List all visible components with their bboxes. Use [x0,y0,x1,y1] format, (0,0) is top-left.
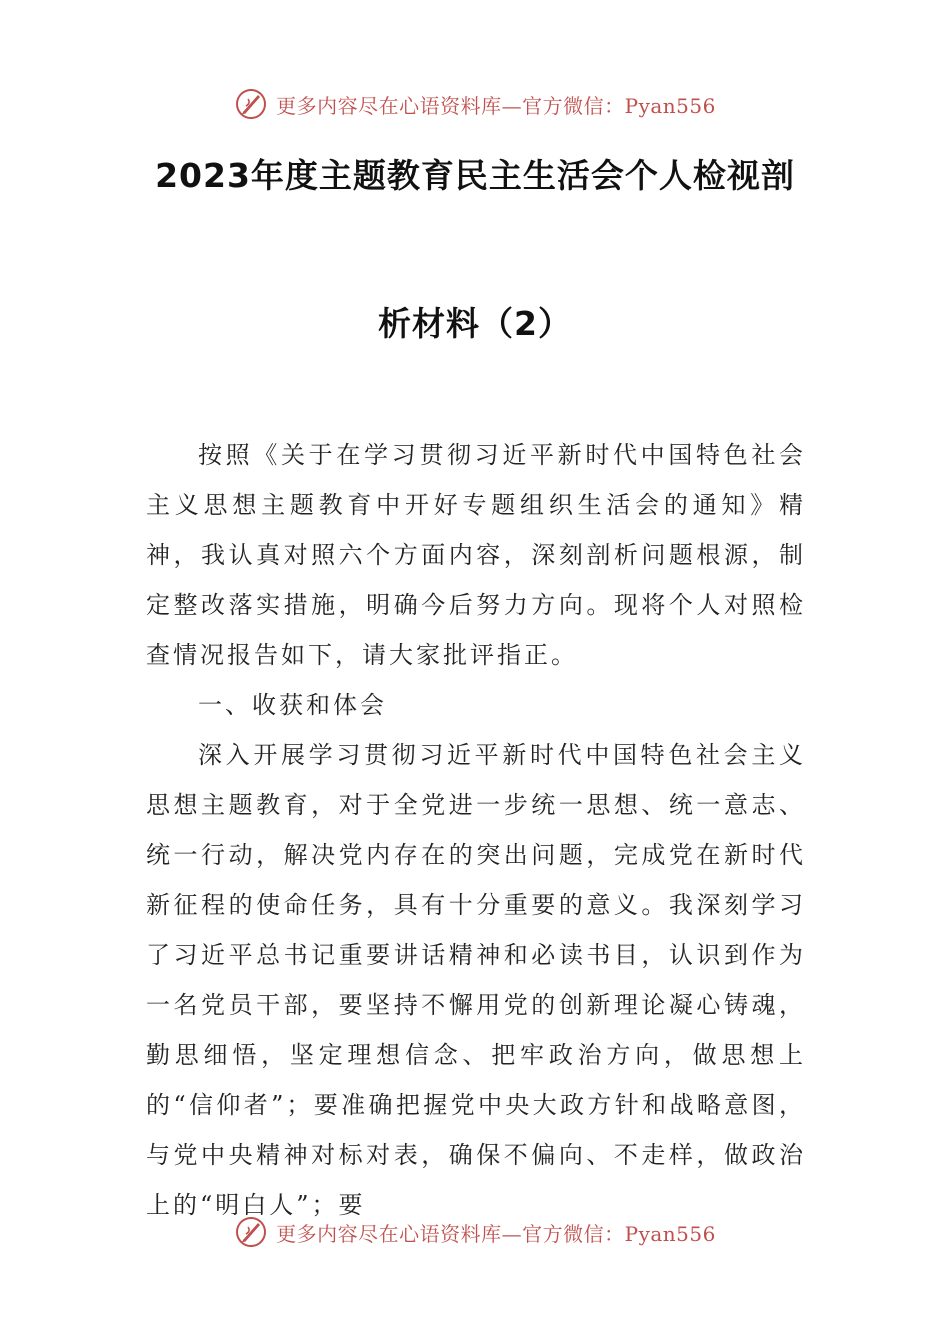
document-title-line2: 析材料（2） [378,304,572,343]
paragraph-gains: 深入开展学习贯彻习近平新时代中国特色社会主义思想主题教育，对于全党进一步统一思想、统一意志、统一行动，解决党内存在的突出问题，完成党在新时代新征程的使命任务，具有十分重要的意义。我深刻学习了习近平总书记重要讲话精神和必读书目，认识到作为一名党员干部，要坚持不懈用党的创新理论凝心铸魂，勤思细悟，坚定理想信念、把牢政治方向，做思想上的“信仰者”；要准确把握党中央大政方针和战略意图，与党中央精神对标对表，确保不偏向、不走样，做政治上的“明白人”；要 [146,741,806,1219]
footer-banner-text: 更多内容尽在心语资料库—官方微信：Pyan556 [276,1221,716,1246]
quill-logo-icon [234,87,268,121]
document-title-line1: 2023年度主题教育民主生活会个人检视剖 [155,156,795,195]
footer-banner [0,1210,950,1254]
section-heading: 一、收获和体会 [198,691,387,719]
quill-logo-icon [234,1215,268,1249]
header-banner-text: 更多内容尽在心语资料库—官方微信：Pyan556 [276,93,716,118]
document-body [146,430,806,1230]
header-banner [0,82,950,126]
paragraph-intro: 按照《关于在学习贯彻习近平新时代中国特色社会主义思想主题教育中开好专题组织生活会的通知》精神，我认真对照六个方面内容，深刻剖析问题根源，制定整改落实措施，明确今后努力方向。现将个人对照检查情况报告如下，请大家批评指正。 [146,441,806,669]
